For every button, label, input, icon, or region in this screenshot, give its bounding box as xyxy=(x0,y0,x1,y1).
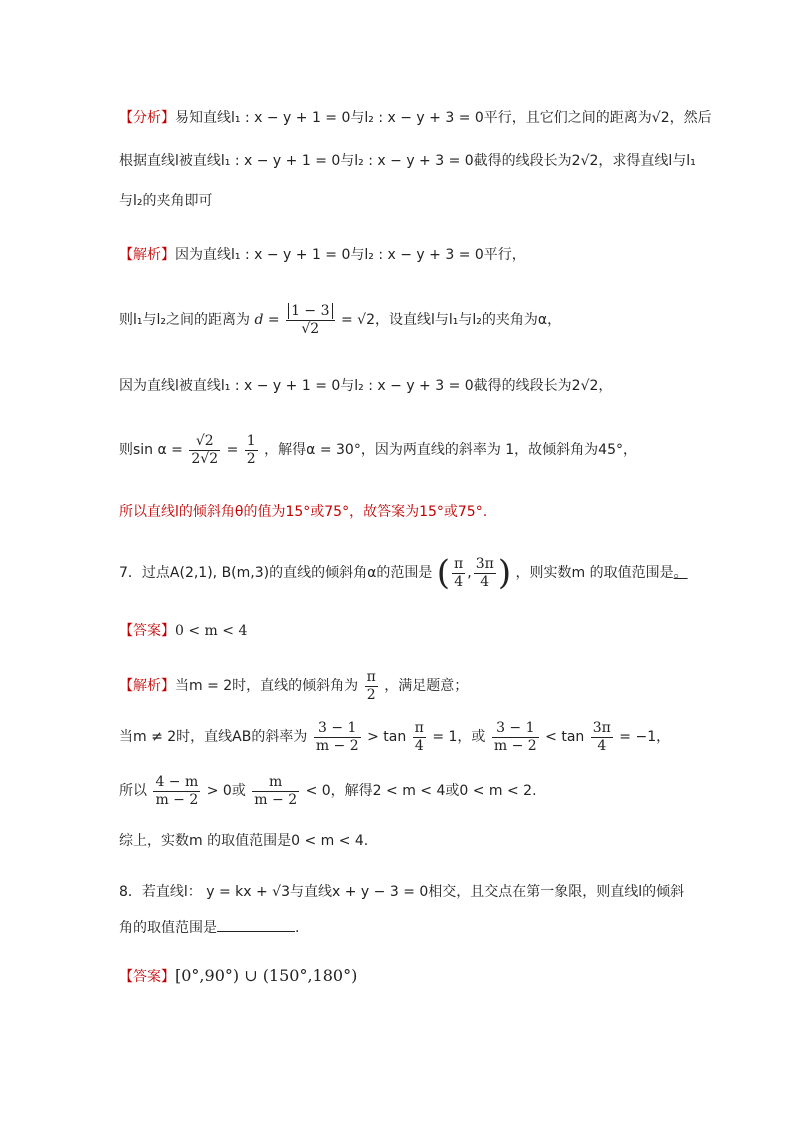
q7-sol2-e: = −1， xyxy=(619,729,671,745)
analysis-text-1: 易知直线l₁ : x − y + 1 = 0与l₂ : x − y + 3 = 0平行，且它们之间的距离为√2，然后 xyxy=(175,110,712,126)
q7-sol3-f1-num: 4 − m xyxy=(155,773,199,790)
solution-line-2 xyxy=(119,300,704,340)
solution-tag: 【解析】 xyxy=(119,247,175,263)
q7-sol2-f2-num: π xyxy=(414,719,424,736)
q7-answer xyxy=(119,621,704,641)
q7-solution-line-1 xyxy=(119,666,704,706)
q8-answer xyxy=(119,966,704,987)
analysis-line-3: 与l₂的夹角即可 xyxy=(119,193,213,209)
distance-fraction-den: √2 xyxy=(301,320,320,337)
q8-line-1: 8．若直线l： y = kx + √3与直线x + y − 3 = 0相交，且交点在第一象限，则直线l的倾斜 xyxy=(119,884,685,900)
q7-sol1-fraction xyxy=(365,669,378,704)
distance-abs: 1 − 3 xyxy=(288,303,332,319)
q7-sol3-f2-den: m − 2 xyxy=(254,791,298,808)
q7-sol1-suffix: ，满足题意； xyxy=(384,678,469,694)
solution-line-4-prefix: 则sin α = xyxy=(119,442,183,458)
q7-sol2-a: 当m ≠ 2时，直线AB的斜率为 xyxy=(119,729,308,745)
q7-sol2-b: > tan xyxy=(367,729,407,745)
q7-range-f1 xyxy=(452,556,465,591)
q8-line-2-prefix: 角的取值范围是 xyxy=(119,920,217,936)
q7-solution-line-4: 综上，实数m 的取值范围是0 < m < 4. xyxy=(119,833,369,849)
answer-blank xyxy=(217,917,295,932)
sin-fraction-2 xyxy=(245,433,258,468)
q7-sol2-f1-den: m − 2 xyxy=(315,737,359,754)
q7-question-end: 。 xyxy=(673,565,688,581)
q7-sol2-f1-num: 3 − 1 xyxy=(314,720,361,738)
q7-sol2-f3-num: 3 − 1 xyxy=(492,720,539,738)
q7-sol2-f1 xyxy=(314,720,361,755)
solution-line-2-suffix: = √2，设直线l与l₁与l₂的夹角为α， xyxy=(340,312,562,328)
q7-sol2-c: = 1，或 xyxy=(432,729,486,745)
sin-fraction-1-den: 2√2 xyxy=(191,450,219,467)
q8-answer-value: [0°,90°) ∪ (150°,180°) xyxy=(175,966,358,985)
q7-question-suffix: ，则实数m 的取值范围是 xyxy=(515,565,674,581)
q7-sol2-f4-num: 3π xyxy=(592,719,611,736)
q8-line-2 xyxy=(119,917,704,938)
q7-solution-line-3 xyxy=(119,771,704,811)
q7-sol1-den: 2 xyxy=(366,686,376,703)
q7-sol3-b: > 0或 xyxy=(206,783,246,799)
close-paren: ) xyxy=(497,553,512,593)
distance-fraction-num xyxy=(286,303,334,321)
q8-answer-tag: 【答案】 xyxy=(119,969,175,985)
q7-question: 7．过点A(2,1), B(m,3)的直线的倾斜角α的范围是 ( $\frac{\pi}{4}$ , $\frac{3\pi}{4}$ ) ，则实数m 的取值范围是。 xyxy=(119,553,688,593)
sin-fraction-1 xyxy=(189,433,220,468)
q7-question-prefix: 7．过点A(2,1), B(m,3)的直线的倾斜角α的范围是 xyxy=(119,565,433,581)
q7-sol3-c: < 0，解得2 < m < 4或0 < m < 2. xyxy=(305,783,537,799)
analysis-line-2: 根据直线l被直线l₁ : x − y + 1 = 0与l₂ : x − y + 3 = 0截得的线段长为2√2，求得直线l与l₁ xyxy=(119,153,696,169)
sin-fraction-1-num: √2 xyxy=(189,433,220,451)
q7-answer-tag: 【答案】 xyxy=(119,623,175,639)
solution-line-5: 所以直线l的倾斜角θ的值为15°或75°，故答案为15°或75°. xyxy=(119,504,488,520)
q7-sol1-prefix: 当m = 2时，直线的倾斜角为 xyxy=(175,678,359,694)
sin-fraction-2-den: 2 xyxy=(246,450,256,467)
q7-sol3-f1 xyxy=(153,774,200,809)
q7-sol2-f2 xyxy=(413,720,426,755)
q7-range-f1-num: π xyxy=(454,555,464,572)
solution-text-1: 因为直线l₁ : x − y + 1 = 0与l₂ : x − y + 3 = 0平行， xyxy=(175,247,526,263)
distance-fraction xyxy=(286,303,334,338)
q7-range-f2-num: 3π xyxy=(475,555,494,572)
sin-fraction-2-num: 1 xyxy=(246,432,256,449)
solution-line-1 xyxy=(119,245,704,265)
q7-sol3-a: 所以 xyxy=(119,783,147,799)
solution-line-4: 则sin α = $\frac{√2}{2√2}$ = $\frac{1}{2}$ ，解得α = 30°，因为两直线的斜率为 1，故倾斜角为45°， xyxy=(119,432,637,467)
q7-sol2-f2-den: 4 xyxy=(414,737,424,754)
solution-line-4-suffix: ，解得α = 30°，因为两直线的斜率为 1，故倾斜角为45°， xyxy=(264,442,637,458)
q7-range-f2-den: 4 xyxy=(480,573,490,590)
distance-label: d = xyxy=(254,312,280,328)
q7-sol3-f2-num: m xyxy=(252,774,299,792)
solution-line-2-prefix: 则l₁与l₂之间的距离为 xyxy=(119,312,251,328)
q7-sol3-f1-den: m − 2 xyxy=(155,791,199,808)
q7-sol2-d: < tan xyxy=(545,729,585,745)
solution-line-3: 因为直线l被直线l₁ : x − y + 1 = 0与l₂ : x − y + 3 = 0截得的线段长为2√2， xyxy=(119,378,613,394)
q7-answer-value: 0 < m < 4 xyxy=(175,623,248,639)
q7-sol2-f4 xyxy=(591,720,613,755)
q7-range-f2 xyxy=(474,556,496,591)
q8-line-2-suffix: . xyxy=(295,920,300,936)
open-paren: ( xyxy=(436,553,451,593)
analysis-tag: 【分析】 xyxy=(119,110,175,126)
q7-solution-tag: 【解析】 xyxy=(119,678,175,694)
q7-sol2-f3-den: m − 2 xyxy=(493,737,537,754)
q7-solution-line-2 xyxy=(119,717,704,757)
q7-sol3-f2 xyxy=(252,774,299,809)
q7-sol2-f4-den: 4 xyxy=(597,737,607,754)
analysis-line-1 xyxy=(119,108,712,128)
q7-sol2-f3 xyxy=(492,720,539,755)
q7-range-f1-den: 4 xyxy=(454,573,464,590)
q7-sol1-num: π xyxy=(366,668,376,685)
